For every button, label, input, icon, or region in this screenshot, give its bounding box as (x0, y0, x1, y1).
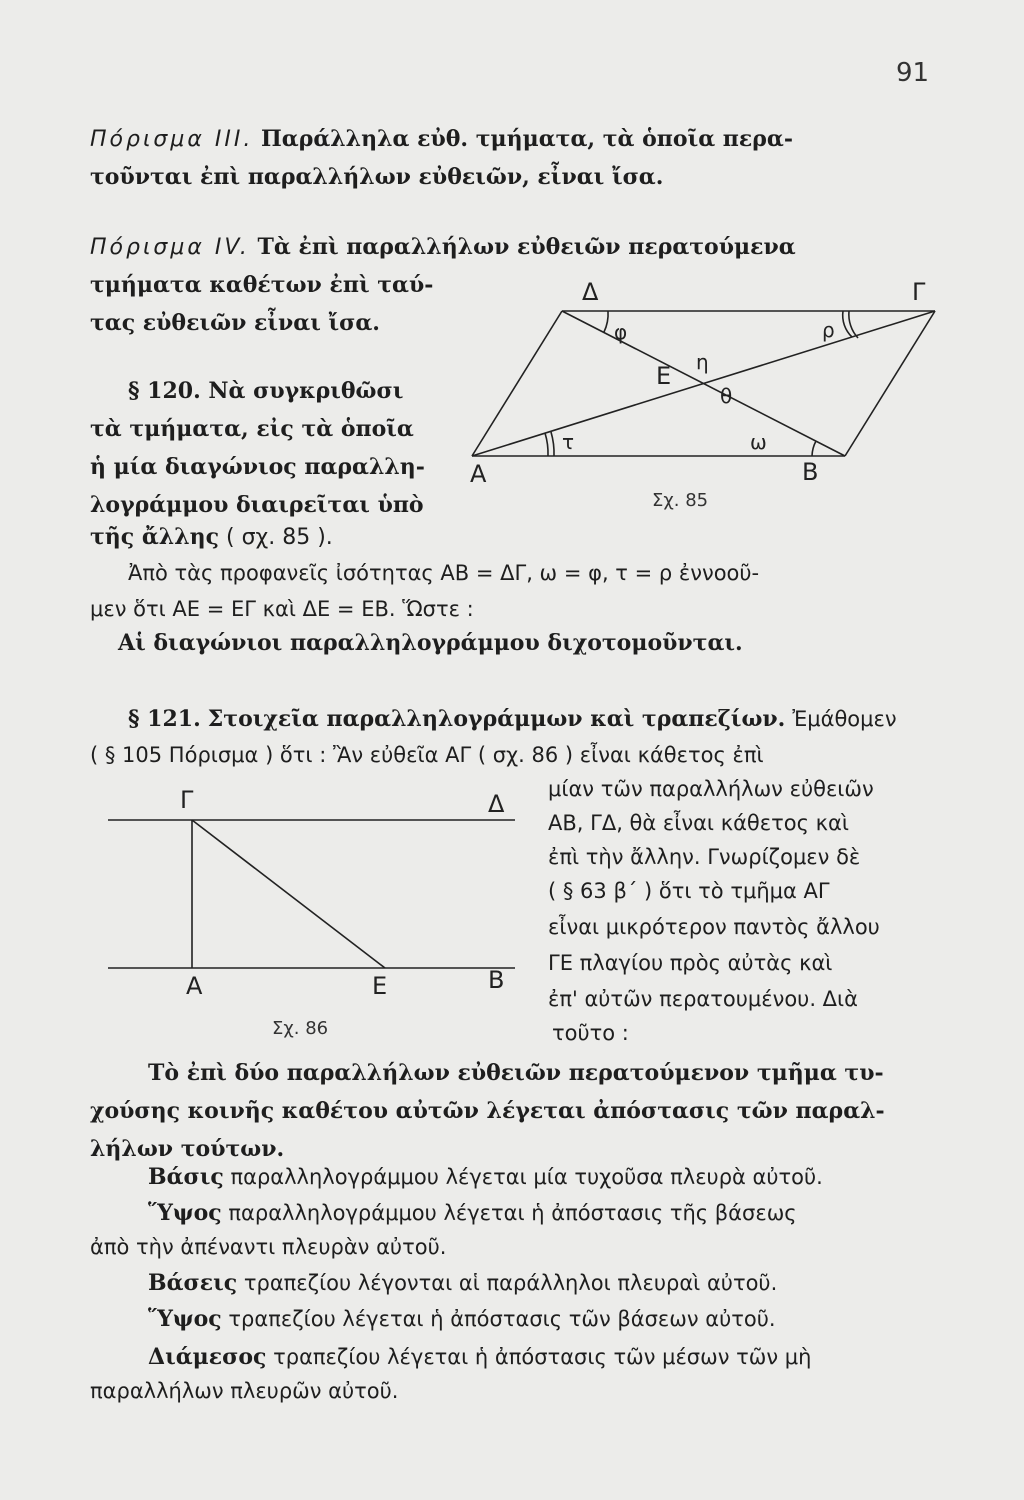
fig85-label-eta: η (696, 350, 709, 374)
fig85-label-b: Β (802, 458, 819, 486)
definition-median-trapezoid (148, 1340, 811, 1375)
wrap-line: μίαν τῶν παραλλήλων εὐθειῶν (548, 777, 874, 801)
section-120-conclusion: Αἱ διαγώνιοι παραλληλογράμμου διχοτομοῦνται. (118, 630, 743, 656)
definition-text: τραπεζίου λέγεται ἡ ἀπόστασις τῶν μέσων τῶν μὴ (266, 1345, 812, 1369)
porisma-4-text: Τὰ ἐπὶ παραλλήλων εὐθειῶν περατούμενα (257, 234, 796, 260)
porisma-4-line-2: τμήματα καθέτων ἐπὶ ταύ- (90, 272, 434, 298)
section-120-line-5-ref: ( σχ. 85 ). (219, 525, 333, 550)
fig85-label-phi: φ (614, 320, 628, 344)
section-120-line-7: μεν ὅτι ΑΕ = ΕΓ καὶ ΔΕ = ΕΒ. Ὥστε : (90, 597, 474, 621)
wrap-line: ἐπ' αὐτῶν περατουμένου. Διὰ (548, 987, 858, 1011)
porisma-3-line-2: τοῦνται ἐπὶ παραλλήλων εὐθειῶν, εἶναι ἴσα. (90, 164, 664, 190)
section-120-line-2: τὰ τμήματα, εἰς τὰ ὁποῖα (90, 416, 414, 442)
page-number: 91 (896, 58, 930, 88)
wrap-line: ( § 63 β΄ ) ὅτι τὸ τμῆμα ΑΓ (548, 879, 830, 903)
fig86-label-g: Γ (180, 786, 194, 814)
definition-text: τραπεζίου λέγονται αἱ παράλληλοι πλευραὶ αὐτοῦ. (237, 1271, 778, 1295)
distance-definition-line-1: Τὸ ἐπὶ δύο παραλλήλων εὐθειῶν περατούμενον τμῆμα τυ- (148, 1060, 884, 1086)
definition-term: Ὕψος (148, 1306, 222, 1332)
section-120-line-6: Ἀπὸ τὰς προφανεῖς ἰσότητας ΑΒ = ΔΓ, ω = φ, τ = ρ ἐννοοῦ- (128, 561, 760, 585)
fig85-label-a: Α (470, 460, 487, 488)
fig86-oblique-ge (192, 820, 385, 968)
porisma-3-label: Πόρισμα III. (90, 127, 254, 152)
fig85-caption: Σχ. 85 (652, 490, 709, 511)
fig86-label-a: Α (186, 972, 203, 1000)
definition-term: Διάμεσος (148, 1344, 267, 1370)
section-121-title: Στοιχεῖα παραλληλογράμμων καὶ τραπεζίων. (207, 706, 786, 732)
fig85-label-rho: ρ (822, 318, 835, 342)
definition-term: Ὕψος (148, 1200, 222, 1226)
definition-text: παραλληλογράμμου λέγεται ἡ ἀπόστασις τῆς βάσεως (221, 1201, 797, 1225)
section-120-line-1: § 120. Νὰ συγκριθῶσι (128, 378, 404, 404)
definition-bases-trapezoid (148, 1266, 777, 1301)
wrap-line: εἶναι μικρότερον παντὸς ἄλλου (548, 915, 880, 939)
definition-text: τραπεζίου λέγεται ἡ ἀπόστασις τῶν βάσεων αὐτοῦ. (221, 1307, 776, 1331)
section-120-line-4: λογράμμου διαιρεῖται ὑπὸ (90, 492, 424, 518)
wrap-line: τοῦτο : (552, 1021, 629, 1045)
fig85-label-g: Γ (912, 278, 926, 306)
fig86-label-e: Ε (372, 972, 388, 1000)
fig85-label-theta: θ (720, 384, 733, 408)
fig86-label-d: Δ (488, 790, 505, 818)
definition-median-trapezoid-cont: παραλλήλων πλευρῶν αὐτοῦ. (90, 1379, 399, 1403)
section-121-heading-tail: Ἐμάθομεν (792, 707, 897, 731)
definition-height-trapezoid (148, 1302, 776, 1337)
section-120-line-3: ἡ μία διαγώνιος παραλλη- (90, 454, 425, 480)
wrap-line: ἐπὶ τὴν ἄλλην. Γνωρίζομεν δὲ (548, 845, 861, 869)
fig85-label-omega: ω (750, 430, 767, 454)
section-121-num: § 121. (128, 706, 201, 732)
wrap-line: ΑΒ, ΓΔ, θὰ εἶναι κάθετος καὶ (548, 811, 849, 835)
definition-height-parallelogram-cont: ἀπὸ τὴν ἀπέναντι πλευρὰν αὐτοῦ. (90, 1235, 447, 1259)
definition-height-parallelogram (148, 1196, 797, 1231)
distance-definition-line-2: χούσης κοινῆς καθέτου αὐτῶν λέγεται ἀπόστασις τῶν παραλ- (90, 1098, 885, 1124)
porisma-4-line-3: τας εὐθειῶν εἶναι ἴσα. (90, 310, 380, 336)
porisma-3-text: Παράλληλα εὐθ. τμήματα, τὰ ὁποῖα περα- (260, 126, 793, 152)
porisma-4-label: Πόρισμα IV. (90, 235, 250, 260)
section-120-line-5-text: τῆς ἄλλης (90, 524, 220, 550)
section-121-line-2: ( § 105 Πόρισμα ) ὅτι : Ἂν εὐθεῖα ΑΓ ( σχ. 86 ) εἶναι κάθετος ἐπὶ (90, 743, 764, 767)
fig85-label-e: Ε (656, 362, 672, 390)
fig86-caption: Σχ. 86 (272, 1018, 329, 1039)
definition-text: παραλληλογράμμου λέγεται μία τυχοῦσα πλευρὰ αὐτοῦ. (223, 1165, 823, 1189)
definition-term: Βάσις (148, 1164, 224, 1190)
definition-base-parallelogram (148, 1160, 823, 1195)
distance-definition-line-3: λήλων τούτων. (90, 1136, 285, 1162)
definition-term: Βάσεις (148, 1270, 238, 1296)
wrap-line: ΓΕ πλαγίου πρὸς αὐτὰς καὶ (548, 951, 833, 975)
fig86-label-b: Β (488, 966, 505, 994)
fig85-label-d: Δ (582, 278, 599, 306)
fig85-label-tau: τ (562, 430, 575, 454)
